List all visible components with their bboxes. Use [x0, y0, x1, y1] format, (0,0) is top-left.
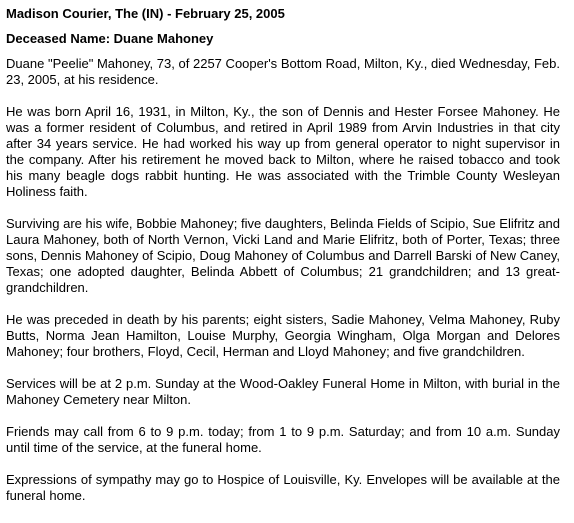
obituary-page: [6, 6, 560, 504]
obituary-paragraph-biography: He was born April 16, 1931, in Milton, Ky., the son of Dennis and Hester Forsee Mahoney. He was a former resident of Columbus, and retired in April 1989 from Arvin Industries in that city after 34 years service. He had worked his way up from general operator to night supervisor in the company. After his retirement he moved back to Milton, where he raised tobacco and took his many beagle dogs rabbit hunting. He was associated with the Trimble County Wesleyan Holiness faith.: [6, 104, 560, 199]
obituary-paragraph-services: Services will be at 2 p.m. Sunday at the Wood-Oakley Funeral Home in Milton, with burial in the Mahoney Cemetery near Milton.: [6, 376, 560, 407]
obituary-paragraph-sympathy: Expressions of sympathy may go to Hospice of Louisville, Ky. Envelopes will be available at the funeral home.: [6, 472, 560, 503]
deceased-name-heading: Deceased Name: Duane Mahoney: [6, 31, 214, 46]
obituary-body: [6, 56, 560, 504]
obituary-paragraph-survivors: Surviving are his wife, Bobbie Mahoney; five daughters, Belinda Fields of Scipio, Sue Elifritz and Laura Mahoney, both of North Vernon, Vicki Land and Marie Elifritz, both of Porter, Texas; three sons, Dennis Mahoney of Scipio, Doug Mahoney of Columbus and Darrell Barski of New Caney, Texas; one adopted daughter, Belinda Abbett of Columbus; 21 grandchildren; and 13 great-grandchildren.: [6, 216, 560, 295]
obituary-paragraph-preceded: He was preceded in death by his parents; eight sisters, Sadie Mahoney, Velma Mahoney, Ruby Butts, Norma Jean Hamilton, Louise Murphy, Georgia Wingham, Olga Morgan and Delores Mahoney; four brothers, Floyd, Cecil, Herman and Lloyd Mahoney; and five grandchildren.: [6, 312, 560, 359]
obituary-paragraph-death: Duane "Peelie" Mahoney, 73, of 2257 Cooper's Bottom Road, Milton, Ky., died Wednesday, Feb. 23, 2005, at his residence.: [6, 56, 560, 87]
newspaper-source-heading: Madison Courier, The (IN) - February 25, 2005: [6, 6, 285, 21]
obituary-paragraph-visitation: Friends may call from 6 to 9 p.m. today; from 1 to 9 p.m. Saturday; and from 10 a.m. Sunday until time of the service, at the funeral home.: [6, 424, 560, 455]
